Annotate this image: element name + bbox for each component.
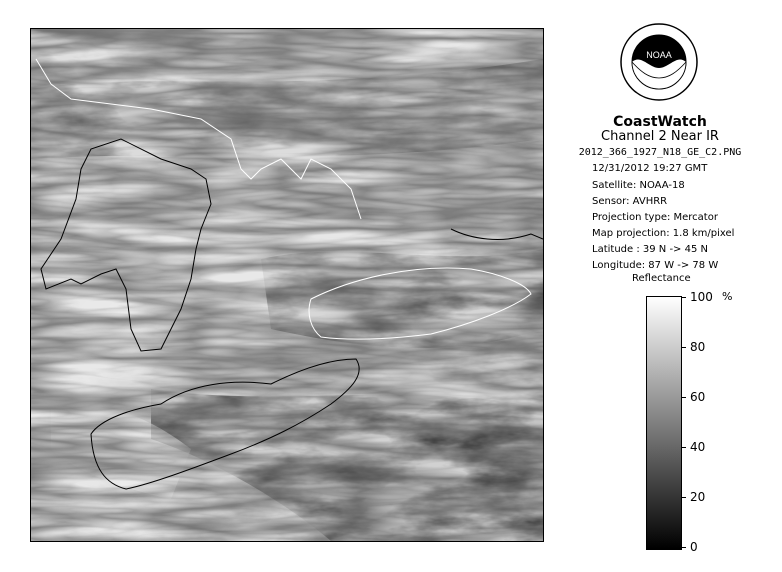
sensor: Sensor: AVHRR: [592, 196, 668, 207]
brand-title: CoastWatch: [613, 114, 707, 130]
cloud-reflectance-map: [31, 29, 543, 541]
satellite: Satellite: NOAA-18: [592, 180, 685, 191]
map-projection: Map projection: 1.8 km/pixel: [592, 228, 735, 239]
colorbar-tick-label: 60: [690, 390, 706, 404]
satellite-image: [30, 28, 544, 542]
colorbar-tick: [681, 447, 686, 448]
colorbar-tick: [681, 397, 686, 398]
colorbar-tick-label: 80: [690, 340, 706, 354]
colorbar-tick-label: 0: [690, 540, 698, 554]
channel-title: Channel 2 Near IR: [601, 129, 719, 144]
colorbar-tick: [681, 497, 686, 498]
colorbar-tick: [681, 297, 686, 298]
colorbar-title: Reflectance: [632, 273, 691, 284]
colorbar-tick-label: 20: [690, 490, 706, 504]
colorbar-tick-label: 40: [690, 440, 706, 454]
colorbar-tick: [681, 547, 686, 548]
projection-type: Projection type: Mercator: [592, 212, 718, 223]
colorbar-tick: [681, 347, 686, 348]
datetime: 12/31/2012 19:27 GMT: [592, 163, 708, 174]
latitude: Latitude : 39 N -> 45 N: [592, 244, 708, 255]
longitude: Longitude: 87 W -> 78 W: [592, 260, 719, 271]
colorbar-unit: %: [722, 290, 733, 303]
noaa-logo: [619, 22, 699, 102]
colorbar-tick-label: 100: [690, 290, 713, 304]
filename: 2012_366_1927_N18_GE_C2.PNG: [578, 147, 742, 158]
noaa-logo-text: NOAA: [646, 50, 672, 60]
colorbar: [646, 296, 682, 550]
